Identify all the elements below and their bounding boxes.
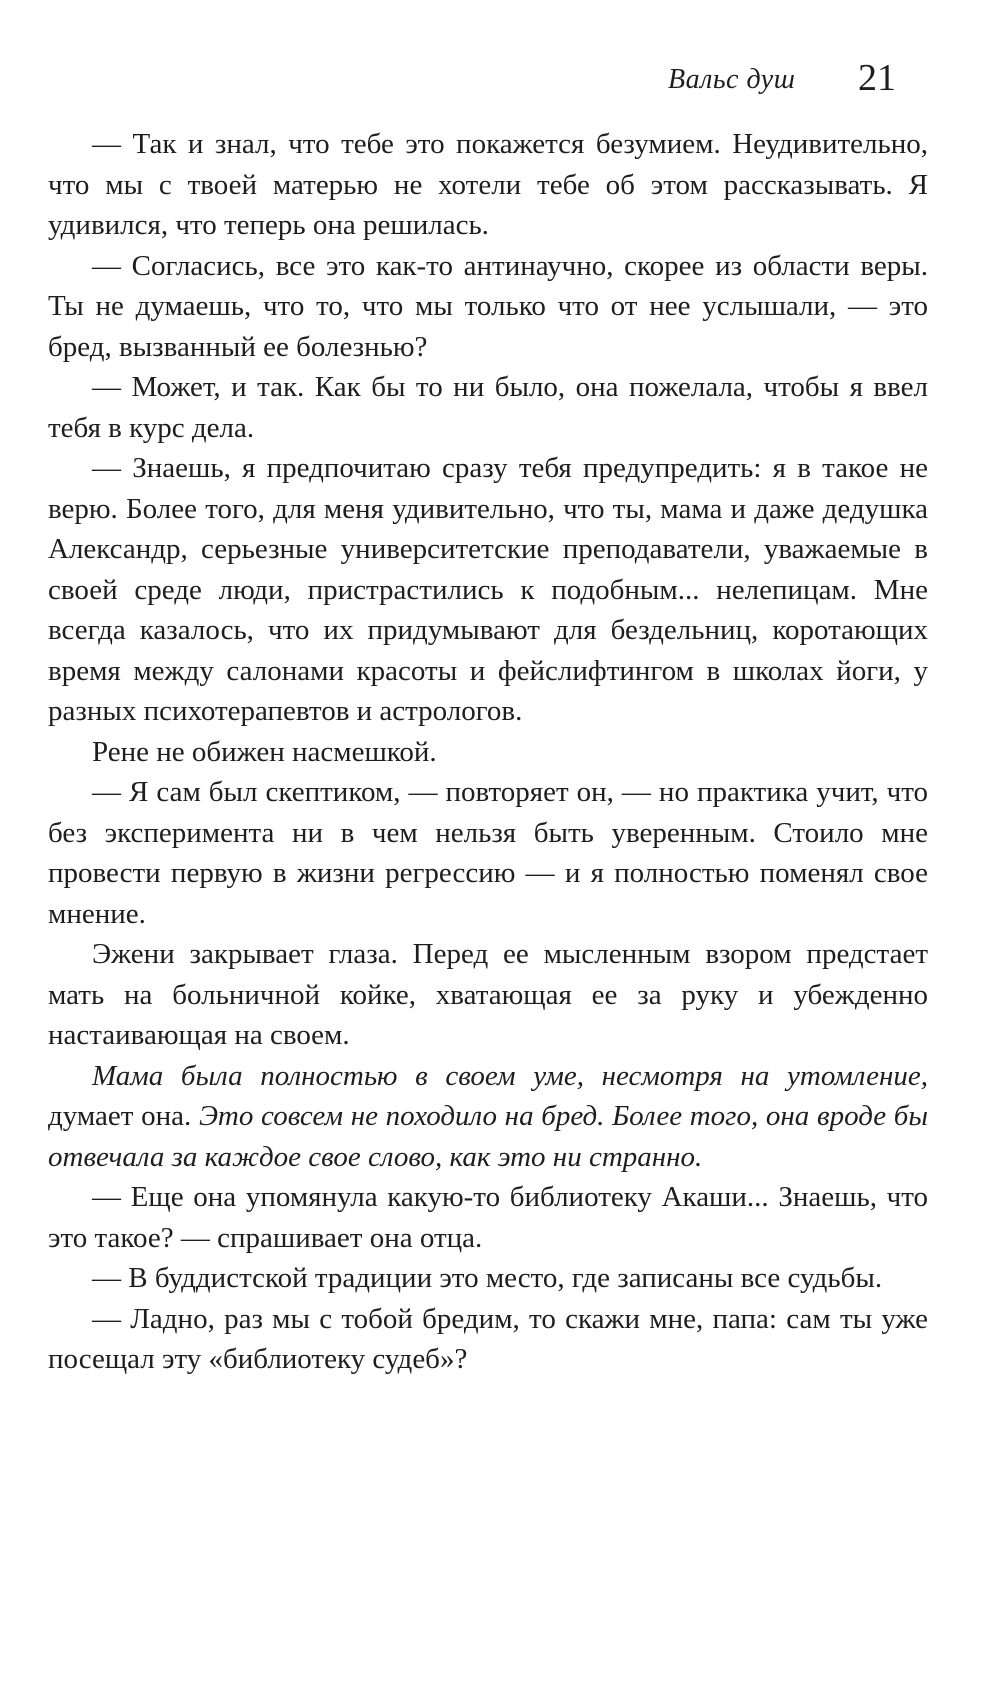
paragraph: — Знаешь, я предпочитаю сразу тебя предупредить: я в такое не верю. Более того, для меня удивительно, что ты, мама и даже дедушка Александр, серьезные университетские преподаватели, уважаемые в своей среде люди, пристрастились к подобным... нелепицам. Мне всегда казалось, что их придумывают для бездельниц, коротающих время между салонами красоты и фейслифтингом в школах йоги, у разных психотерапевтов и астрологов.: [48, 452, 928, 727]
page-number: 21: [858, 57, 896, 99]
running-title: Вальс душ: [668, 64, 796, 95]
paragraph: — Согласись, все это как-то антинаучно, скорее из области веры. Ты не думаешь, что то, что мы только что от нее услышали, — это бред, вызванный ее болезнью?: [48, 249, 928, 363]
paragraph: Рене не обижен насмешкой.: [92, 735, 437, 768]
paragraph: — Еще она упомянула какую-то библиотеку Акаши... Знаешь, что это такое? — спрашивает она отца.: [48, 1181, 928, 1254]
paragraph: — Я сам был скептиком, — повторяет он, — но практика учит, что без эксперимента ни в чем нельзя быть уверенным. Стоило мне провести первую в жизни регрессию — и я полностью поменял свое мнение.: [48, 776, 928, 930]
body-text: [48, 124, 928, 1380]
running-header: [0, 52, 1000, 102]
paragraph: — В буддистской традиции это место, где записаны все судьбы.: [92, 1262, 883, 1294]
paragraph: Эжени закрывает глаза. Перед ее мысленным взором предстает мать на больничной койке, хватающая ее за руку и убежденно настаивающая на своем.: [48, 938, 928, 1051]
paragraph: — Так и знал, что тебе это покажется безумием. Неудивительно, что мы с твоей матерью не хотели тебе об этом рассказывать. Я удивился, что теперь она решилась.: [48, 128, 928, 241]
plain-text: думает она.: [48, 1100, 199, 1132]
paragraph: — Ладно, раз мы с тобой бредим, то скажи мне, папа: сам ты уже посещал эту «библиотеку судеб»?: [48, 1302, 928, 1375]
italic-thought-paragraph: [48, 1056, 928, 1178]
italic-thought-2: Это совсем не походило на бред. Более того, она вроде бы отвечала за каждое свое слово, как это ни странно.: [48, 1100, 928, 1173]
paragraph: — Может, и так. Как бы то ни было, она пожелала, чтобы я ввел тебя в курс дела.: [48, 371, 928, 444]
italic-thought-1: Мама была полностью в своем уме, несмотря на утомление,: [92, 1059, 928, 1092]
